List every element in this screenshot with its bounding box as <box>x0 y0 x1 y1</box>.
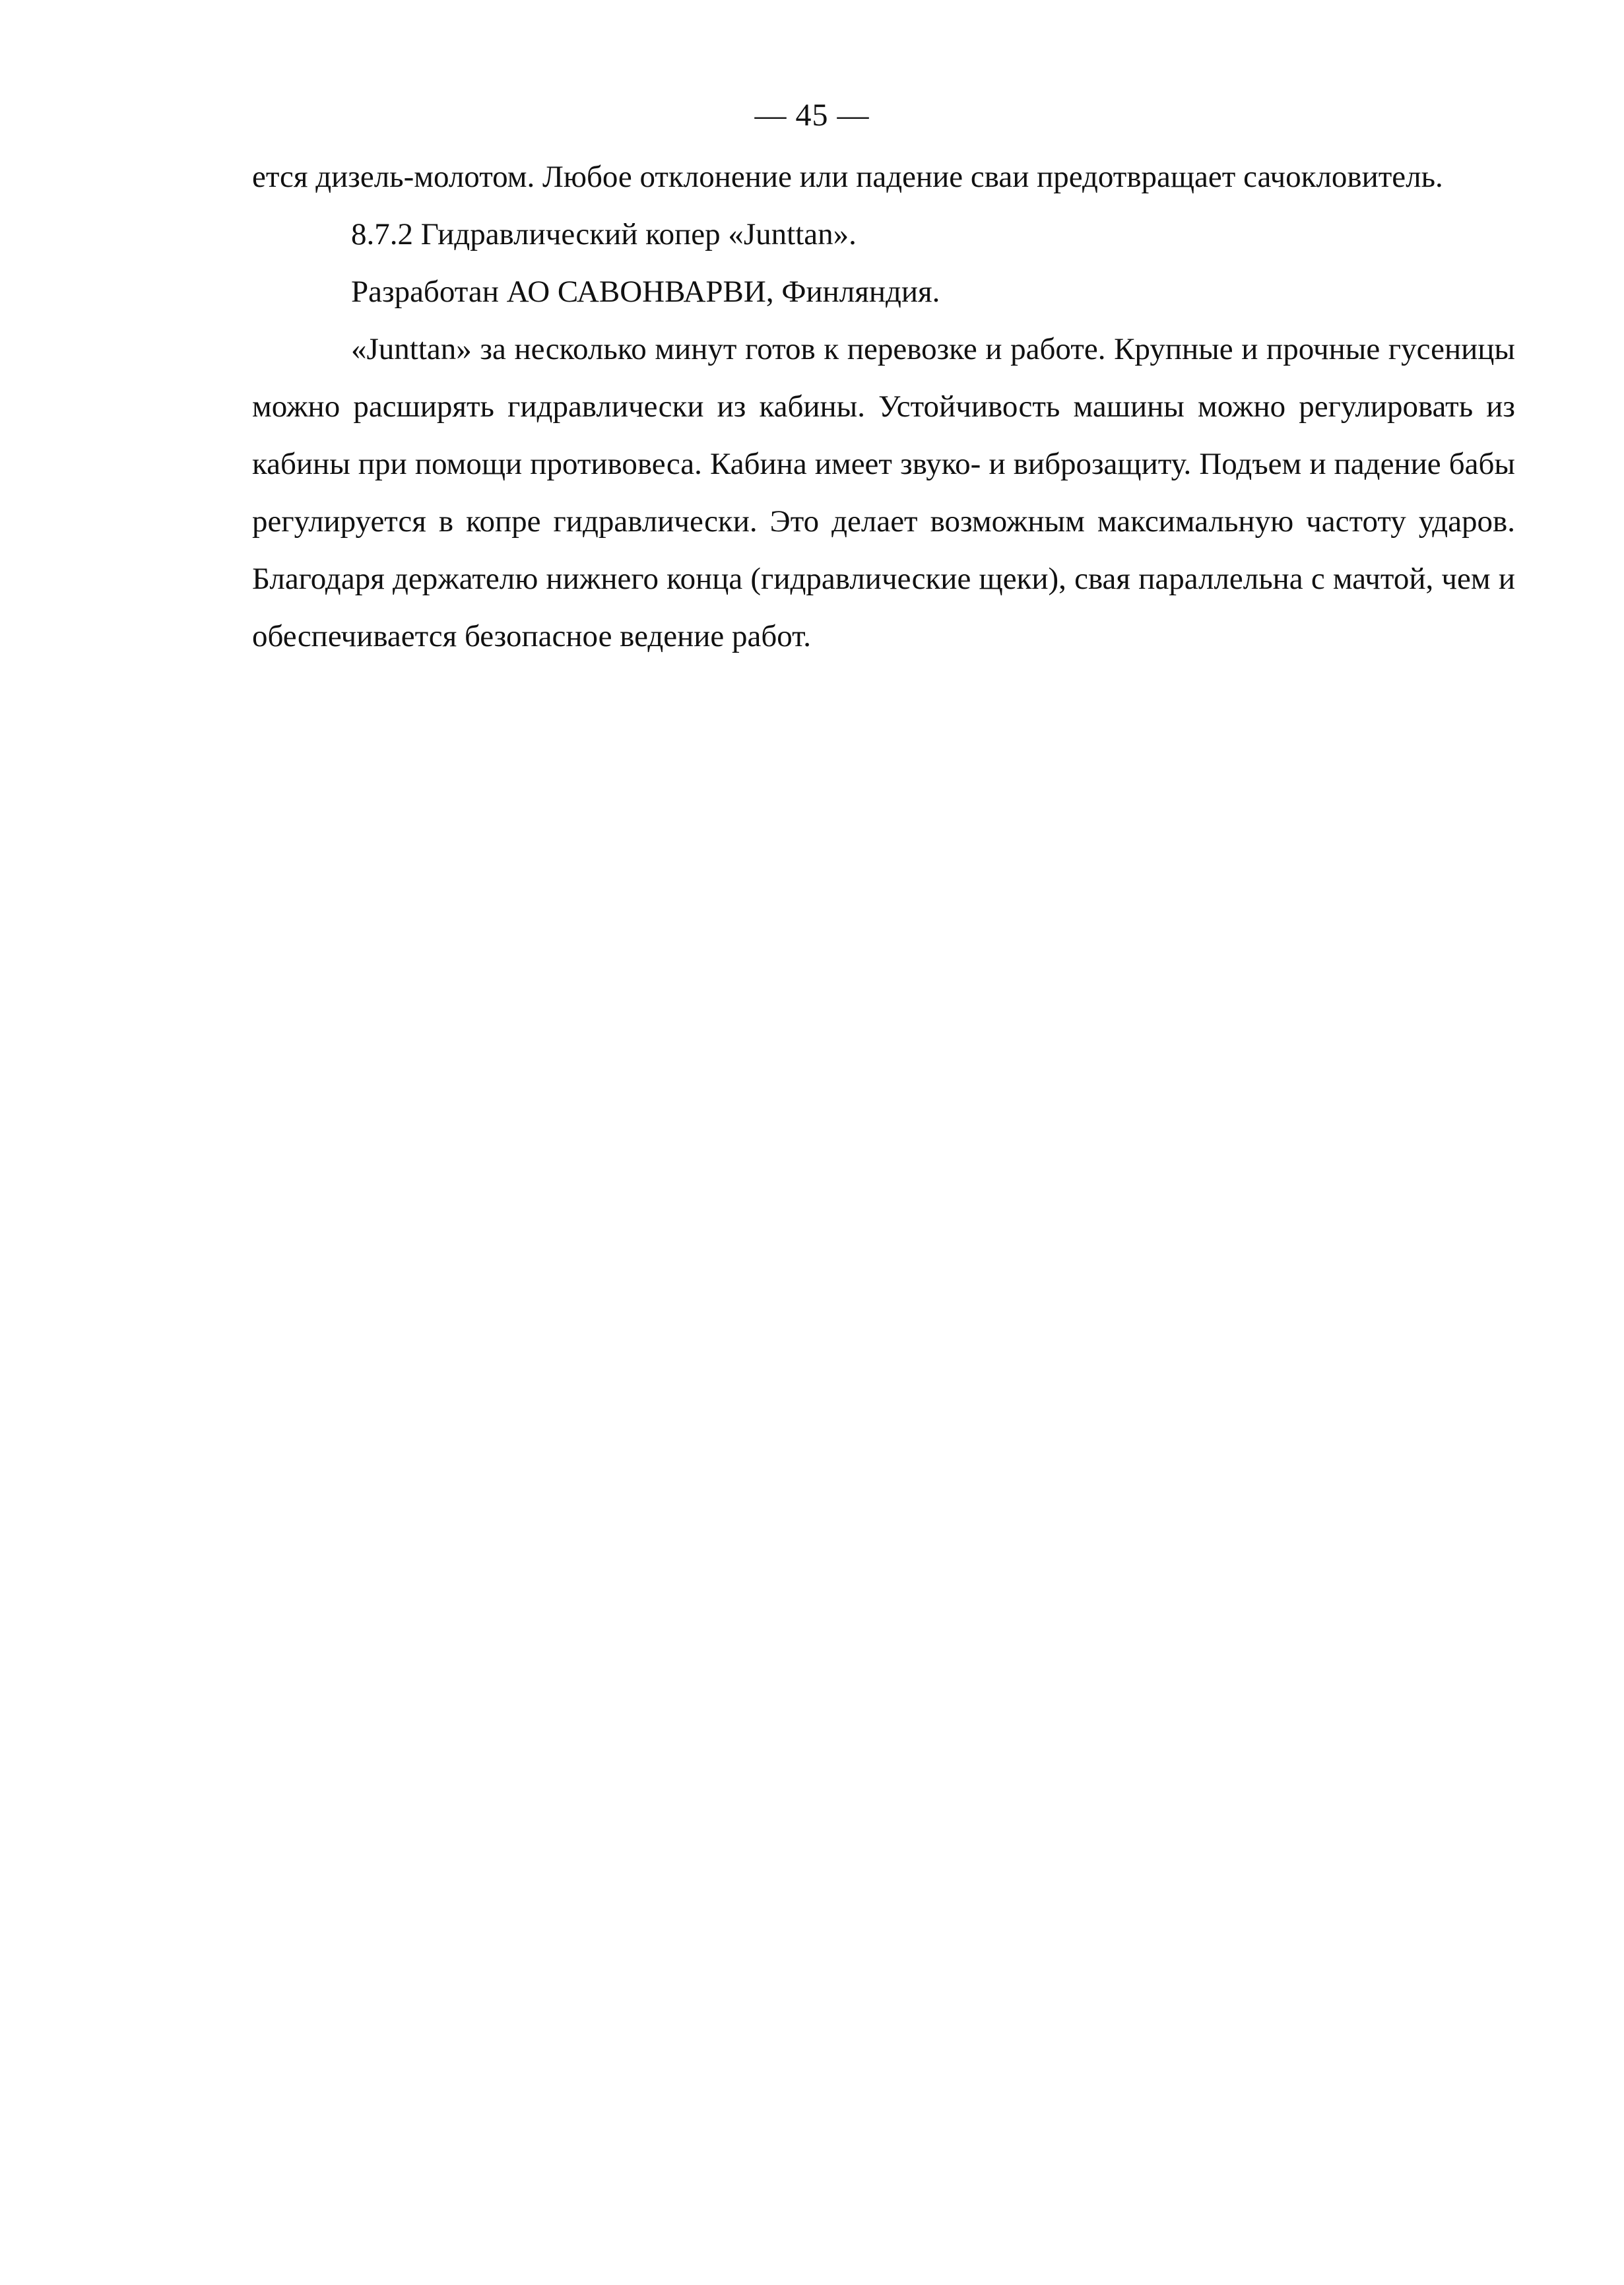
description-paragraph: «Junttan» за несколько минут готов к перевозке и работе. Крупные и прочные гусеницы можно расширять гидравлически из кабины. Устойчивость машины можно регулировать из кабины при помощи противовеса. Кабина имеет звуко- и виброзащиту. Подъем и падение бабы регулируется в копре гидравлически. Это делает возможным максимальную частоту ударов. Благодаря держателю нижнего конца (гидравлические щеки), свая параллельна с мачтой, чем и обеспечивается безопасное ведение работ. <box>252 332 1515 653</box>
paragraph-continuation: ется дизель-молотом. Любое отклонение или падение сваи предотвращает сачокловитель. <box>252 160 1443 194</box>
page-number: — 45 — <box>754 98 870 133</box>
developer-line: Разработан АО САВОНВАРВИ, Финляндия. <box>351 275 940 309</box>
section-heading: 8.7.2 Гидравлический копер «Junttan». <box>351 217 857 251</box>
body-text <box>252 149 1515 665</box>
